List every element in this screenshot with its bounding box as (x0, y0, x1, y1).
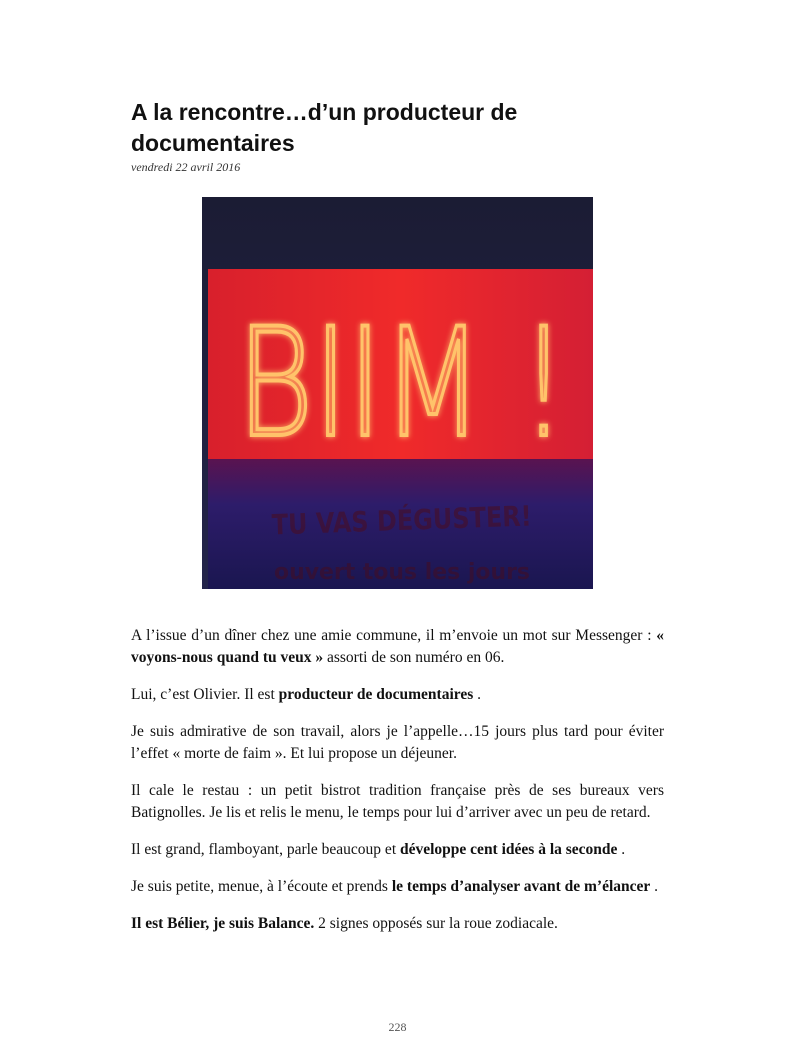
paragraph-2: Lui, c’est Olivier. Il est producteur de documentaires . (131, 686, 482, 703)
emphasis: le temps d’analyser avant de m’élancer (391, 878, 651, 895)
paragraph-6: Je suis petite, menue, à l’écoute et prends le temps d’analyser avant de m’élancer . (131, 878, 659, 895)
page-number: 228 (388, 1020, 407, 1034)
article-title: A la rencontre…d’un producteur de documentaires (131, 99, 518, 156)
paragraph-7: Il est Bélier, je suis Balance. 2 signes opposés sur la roue zodiacale. (131, 915, 558, 932)
article-body (131, 625, 664, 950)
emphasis: développe cent idées à la seconde (400, 841, 618, 858)
paragraph-5: Il est grand, flamboyant, parle beaucoup et développe cent idées à la seconde . (131, 841, 626, 858)
paragraph-4: Il cale le restau : un petit bistrot tradition française près de ses bureaux vers Batignolles. Je lis et relis le menu, le temps pour lui d’arriver avec un peu de retard. (131, 782, 664, 821)
article-photo (202, 197, 593, 589)
sign-subline-2: ouvert tous les jours (274, 560, 530, 585)
paragraph-1: A l’issue d’un dîner chez une amie commune, il m’envoie un mot sur Messenger : « voyons-nous quand tu veux » assorti de son numéro en 06. (131, 627, 664, 666)
neon-sign-text: BIIM ! (237, 297, 567, 471)
paragraph-3: Je suis admirative de son travail, alors je l’appelle…15 jours plus tard pour éviter l’effet « morte de faim ». Et lui propose un déjeuner. (131, 723, 664, 762)
emphasis: producteur de documentaires (278, 686, 474, 703)
sign-subline-1: TU VAS DÉGUSTER! (271, 497, 576, 542)
emphasis: Il est Bélier, je suis Balance. (131, 915, 315, 932)
emphasis: « voyons-nous quand tu veux » (131, 627, 664, 666)
article-date: vendredi 22 avril 2016 (131, 160, 241, 174)
